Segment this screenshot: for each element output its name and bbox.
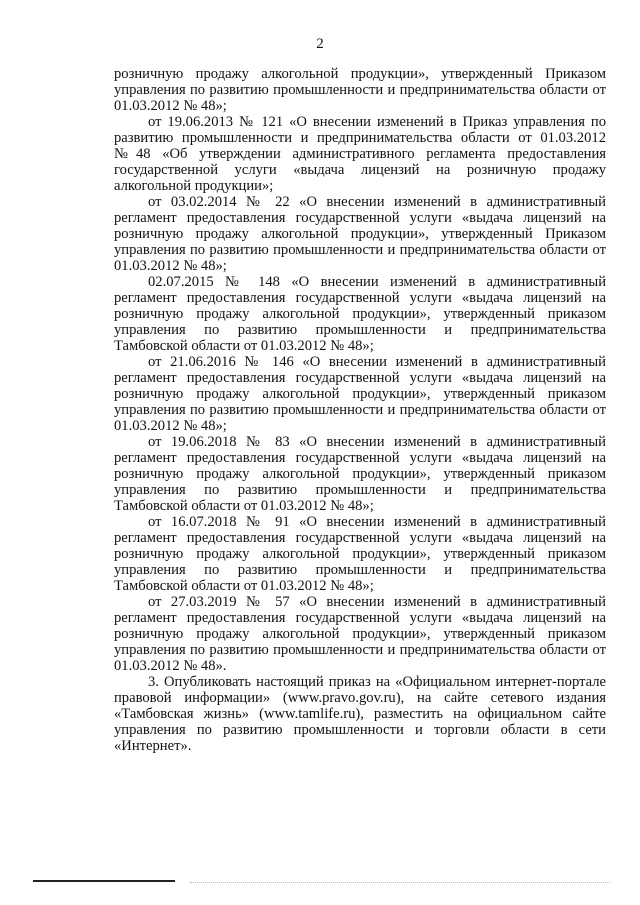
paragraph-amendment-2019: от 27.03.2019 № 57 «О внесении изменений в административный регламент предоставления государственной услуги «выдача лицензий на розничную продажу алкогольной продукции», утвержденный приказом управления по развитию промышленности и предпринимательства области от 01.03.2012 № 48». <box>114 594 606 674</box>
paragraph-amendment-2013: от 19.06.2013 № 121 «О внесении изменений в Приказ управления по развитию промышленности и предпринимательства области от 01.03.2012 №48 «Об утверждении административного регламента предоставления государственной услуги «выдача лицензий на розничную продажу алкогольной продукции»; <box>114 114 606 194</box>
paragraph-amendment-2014: от 03.02.2014 № 22 «О внесении изменений в административный регламент предоставления государственной услуги «выдача лицензий на розничную продажу алкогольной продукции», утвержденный Приказом управления по развитию промышленности и предпринимательства области от 01.03.2012 № 48»; <box>114 194 606 274</box>
paragraph-amendment-2018-06: от 19.06.2018 № 83 «О внесении изменений в административный регламент предоставления государственной услуги «выдача лицензий на розничную продажу алкогольной продукции», утвержденный приказом управления по развитию промышленности и предпринимательства Тамбовской области от 01.03.2012 № 48»; <box>114 434 606 514</box>
page-number: 2 <box>316 36 324 52</box>
paragraph-amendment-2016: от 21.06.2016 № 146 «О внесении изменений в административный регламент предоставления государственной услуги «выдача лицензий на розничную продажу алкогольной продукции», утвержденный приказом управления по развитию промышленности и предпринимательства области от 01.03.2012 № 48»; <box>114 354 606 434</box>
paragraph-publish-order: 3. Опубликовать настоящий приказ на «Официальном интернет-портале правовой информации» (www.pravo.gov.ru), на сайте сетевого издания «Тамбовская жизнь» (www.tamlife.ru), разместить на официальном сайте управления по развитию промышленности и торговли области в сети «Интернет». <box>114 674 606 754</box>
paragraph-amendment-2018-07: от 16.07.2018 № 91 «О внесении изменений в административный регламент предоставления государственной услуги «выдача лицензий на розничную продажу алкогольной продукции», утвержденный приказом управления по развитию промышленности и предпринимательства Тамбовской области от 01.03.2012 № 48»; <box>114 514 606 594</box>
paragraph-amendment-2015: 02.07.2015 № 148 «О внесении изменений в административный регламент предоставления государственной услуги «выдача лицензий на розничную продажу алкогольной продукции», утвержденный приказом управления по развитию промышленности и предпринимательства Тамбовской области от 01.03.2012 № 48»; <box>114 274 606 354</box>
paragraph-continuation: розничную продажу алкогольной продукции», утвержденный Приказом управления по развитию промышленности и предпринимательства области от 01.03.2012 № 48»; <box>114 66 606 114</box>
document-body <box>114 66 606 754</box>
footer-scan-marks <box>190 882 610 887</box>
footer-divider <box>33 880 175 882</box>
